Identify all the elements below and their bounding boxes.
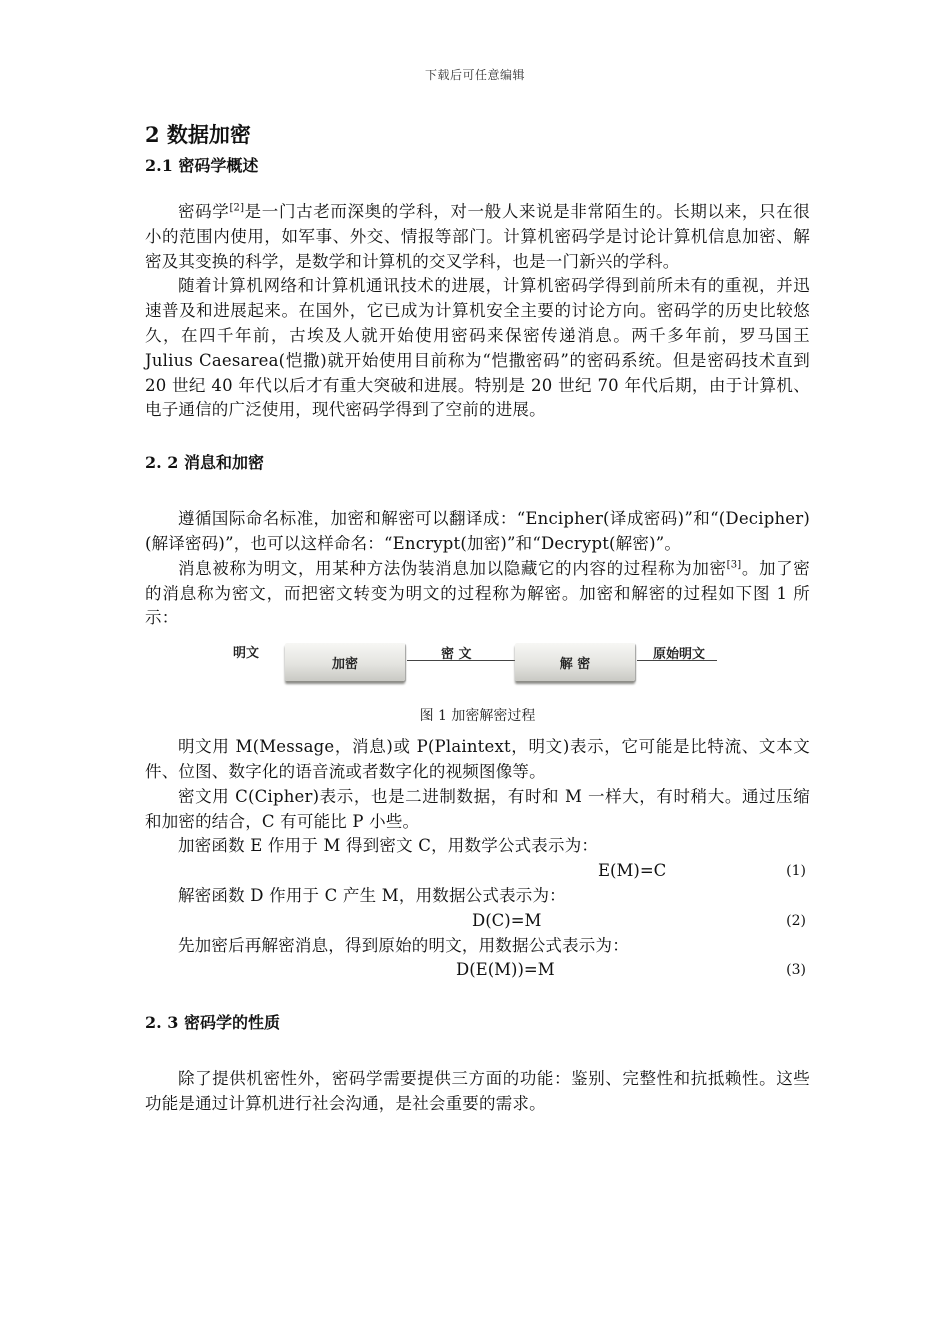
paragraph: 先加密后再解密消息，得到原始的明文，用数据公式表示为：: [178, 935, 629, 955]
subsection-title-2-3: 2. 3 密码学的性质: [145, 1013, 280, 1033]
paragraph: 遵循国际命名标准，加密和解密可以翻译成：“Encipher(译成密码)”和“(Decipher)(解译密码)”，也可以这样命名：“Encrypt(加密)”和“Decrypt(解密)”。: [145, 509, 810, 553]
diagram-label-original: 原始明文: [653, 647, 706, 663]
subsection-title-2-1: 2.1 密码学概述: [145, 156, 259, 175]
diagram-label-ciphertext: 密 文: [441, 647, 472, 663]
section-title: 2 数据加密: [145, 122, 251, 147]
paragraph: 解密函数 D 作用于 C 产生 M，用数据公式表示为：: [178, 885, 566, 905]
paragraph: 明文用 M(Message，消息)或 P(Plaintext，明文)表示，它可能是比特流、文本文件、位图、数字化的语音流或者数字化的视频图像等。: [145, 737, 810, 781]
paragraph: 随着计算机网络和计算机通讯技术的进展，计算机密码学得到前所未有的重视，并迅速普及和进展起来。在国外，它已成为计算机安全主要的讨论方向。密码学的历史比较悠久，在四千年前，古埃及人就开始使用密码来保密传递消息。两千多年前，罗马国王 Julius Caesarea(恺撒)就开始使用目前称为“恺撒密码”的密码系统。但是密码技术直到 20 世纪 40 年代以后才有重大突破和进展。特别是 20 世纪 70 年代后期，由于计算机、电子通信的广泛使用，现代密码学得到了空前的进展。: [145, 276, 810, 420]
formula-expression: D(E(M))=M: [456, 960, 555, 980]
formula-number: (2): [786, 912, 806, 929]
paragraph: 密文用 C(Cipher)表示，也是二进制数据，有时和 M 一样大，有时稍大。通过压缩和加密的结合，C 有可能比 P 小些。: [145, 786, 810, 831]
encryption-diagram: [145, 641, 810, 699]
formula-expression: D(C)=M: [472, 910, 542, 930]
paragraph: 除了提供机密性外，密码学需要提供三方面的功能：鉴别、完整性和抗抵赖性。这些功能是通过计算机进行社会沟通，是社会重要的需求。: [145, 1069, 810, 1113]
document-body: [145, 118, 810, 1117]
formula-expression: E(M)=C: [598, 861, 667, 881]
diagram-label-plaintext: 明文: [233, 646, 260, 662]
formula-1: [145, 859, 810, 884]
formula-2: [145, 909, 810, 934]
formula-number: (3): [786, 962, 806, 979]
paragraph: 消息被称为明文，用某种方法伪装消息加以隐藏它的内容的过程称为加密[3]。加了密的消息称为密文，而把密文转变为明文的过程称为解密。加密和解密的过程如下图 1 所示：: [145, 558, 810, 628]
paragraph: 加密函数 E 作用于 M 得到密文 C，用数学公式表示为：: [178, 836, 599, 856]
diagram-box-decrypt: 解 密: [515, 643, 635, 681]
diagram-box-encrypt: 加密: [285, 643, 405, 681]
page-header: 下载后可任意编辑: [424, 68, 525, 82]
formula-3: [145, 958, 810, 983]
paragraph: 密码学[2]是一门古老而深奥的学科，对一般人来说是非常陌生的。长期以来，只在很小的范围内使用，如军事、外交、情报等部门。计算机密码学是讨论计算机信息加密、解密及其变换的科学，是数学和计算机的交叉学科，也是一门新兴的学科。: [145, 202, 810, 271]
formula-number: (1): [786, 863, 806, 880]
citation-ref: [3]: [726, 559, 742, 571]
subsection-title-2-2: 2. 2 消息和加密: [145, 453, 264, 473]
figure-caption: 图 1 加密解密过程: [419, 708, 536, 725]
citation-ref: [2]: [229, 202, 245, 214]
